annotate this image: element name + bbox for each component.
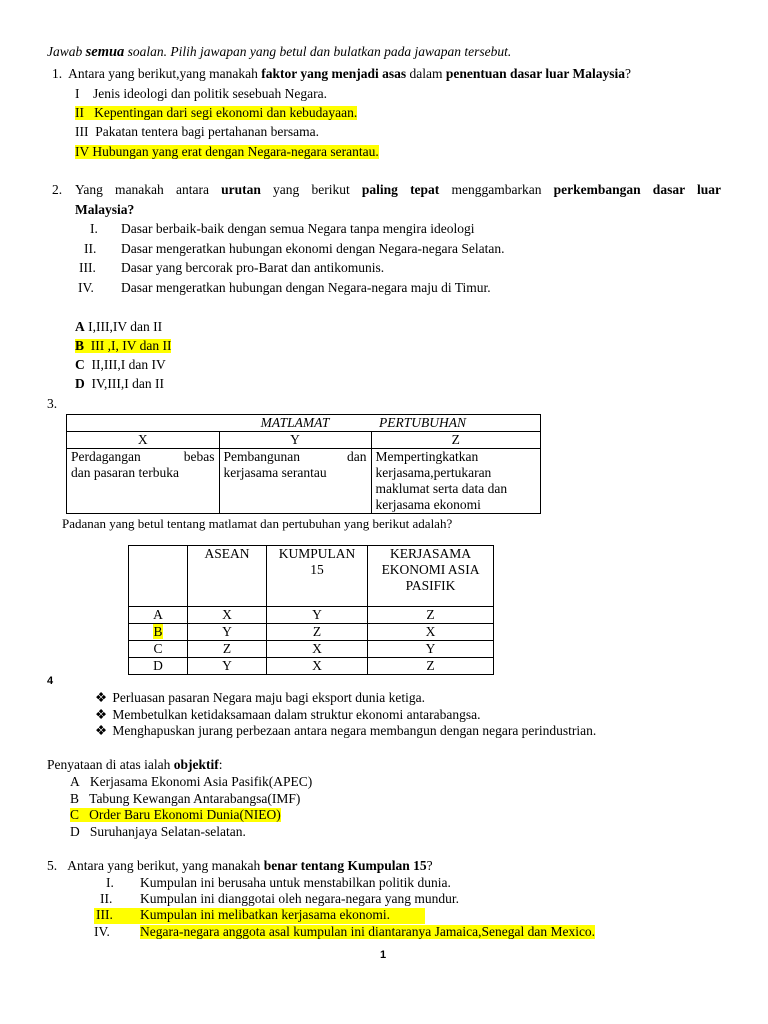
q1-option-3: III Pakatan tentera bagi pertahanan bersama. <box>75 124 320 139</box>
table-cell: X <box>267 641 368 658</box>
q3-label-y: Y <box>219 432 371 449</box>
q3-row-a-label: A <box>129 607 188 624</box>
q3-row-b-label: B <box>129 624 188 641</box>
q3-cell-y: Pembangunan dan kerjasama serantau <box>219 449 371 514</box>
q3-ans-head-k15: KUMPULAN 15 <box>267 546 368 607</box>
table-cell: X <box>368 624 494 641</box>
question-2-stem-line2: Malaysia? <box>75 202 135 217</box>
question-2-num: 2. <box>52 182 63 197</box>
q2-answer-b: B III ,I, IV dan II <box>75 338 172 353</box>
table-cell: Y <box>267 607 368 624</box>
table-cell: Y <box>188 658 267 675</box>
q3-cell-x: Perdagangan bebas dan pasaran terbuka <box>67 449 220 514</box>
diamond-bullet-icon: ❖ <box>95 723 108 738</box>
q3-row-d-label: D <box>129 658 188 675</box>
q3-ans-head-asean: ASEAN <box>188 546 267 607</box>
q3-cell-z: Mempertingkatkan kerjasama,pertukaran maklumat serta data dan kerjasama ekonomi <box>371 449 541 514</box>
instruction: Jawab semua soalan. Pilih jawapan yang betul dan bulatkan pada jawapan tersebut. <box>47 44 512 60</box>
q3-label-z: Z <box>371 432 541 449</box>
question-5-stem: 5. Antara yang berikut, yang manakah benar tentang Kumpulan 15? <box>47 858 433 873</box>
q4-bullet-1: ❖ Perluasan pasaran Negara maju bagi eksport dunia ketiga. <box>95 690 426 705</box>
q3-matlamat-table <box>66 414 541 514</box>
table-cell: X <box>267 658 368 675</box>
q3-answer-row-a <box>129 607 494 624</box>
q1-option-1: I Jenis ideologi dan politik sesebuah Negara. <box>75 86 327 101</box>
table-cell: Y <box>368 641 494 658</box>
q4-answer-d: D Suruhanjaya Selatan-selatan. <box>70 824 246 839</box>
q2-answer-c: C II,III,I dan IV <box>75 357 166 372</box>
table-cell: Z <box>368 607 494 624</box>
q1-option-4: IV Hubungan yang erat dengan Negara-negara serantau. <box>75 144 379 159</box>
q4-answer-a: A Kerjasama Ekonomi Asia Pasifik(APEC) <box>70 774 313 789</box>
page-number: 1 <box>380 949 387 961</box>
q4-statement: Penyataan di atas ialah objektif: <box>47 757 223 772</box>
question-3-num: 3. <box>47 396 58 411</box>
q4-bullet-3: ❖ Menghapuskan jurang perbezaan antara negara membangun dengan negara perindustrian. <box>95 723 597 738</box>
q3-ans-head-apec: KERJASAMA EKONOMI ASIA PASIFIK <box>368 546 494 607</box>
table-cell: Z <box>368 658 494 675</box>
table-cell: Z <box>188 641 267 658</box>
q3-answer-row-c <box>129 641 494 658</box>
q3-question: Padanan yang betul tentang matlamat dan pertubuhan yang berikut adalah? <box>62 516 453 531</box>
q5-item-3: III. Kumpulan ini melibatkan kerjasama ekonomi. <box>94 908 425 924</box>
table-cell: X <box>188 607 267 624</box>
q4-bullet-2: ❖ Membetulkan ketidaksamaan dalam struktur ekonomi antarabangsa. <box>95 707 481 722</box>
diamond-bullet-icon: ❖ <box>95 707 108 722</box>
diamond-bullet-icon: ❖ <box>95 690 108 705</box>
table-cell: Z <box>267 624 368 641</box>
q3-row-c-label: C <box>129 641 188 658</box>
q4-answer-b: B Tabung Kewangan Antarabangsa(IMF) <box>70 791 301 806</box>
q3-answer-header <box>129 546 494 607</box>
q2-answer-a: A I,III,IV dan II <box>75 319 163 334</box>
question-4-num: 4 <box>47 675 54 687</box>
q2-answer-d: D IV,III,I dan II <box>75 376 164 391</box>
q3-head-matlamat: MATLAMAT <box>219 415 371 432</box>
q3-label-x: X <box>67 432 220 449</box>
q4-answer-c: C Order Baru Ekonomi Dunia(NIEO) <box>70 807 281 822</box>
q3-table-body-row <box>67 449 541 514</box>
q3-ans-head-empty <box>129 546 188 607</box>
q3-answer-row-d <box>129 658 494 675</box>
table-cell: Y <box>188 624 267 641</box>
q3-answer-row-b <box>129 624 494 641</box>
q3-head-empty <box>67 415 220 432</box>
q3-table-label-row <box>67 432 541 449</box>
q3-table-header-row <box>67 415 541 432</box>
q3-head-pertubuhan: PERTUBUHAN <box>371 415 541 432</box>
question-1-stem: 1. Antara yang berikut,yang manakah faktor yang menjadi asas dalam penentuan dasar luar Malaysia? <box>52 66 632 81</box>
q1-option-2: II Kepentingan dari segi ekonomi dan kebudayaan. <box>75 105 358 120</box>
question-2-stem: Yang manakah antara urutan yang berikut paling tepat menggambarkan perkembangan dasar luar <box>75 182 721 197</box>
q3-answer-table <box>128 545 494 675</box>
